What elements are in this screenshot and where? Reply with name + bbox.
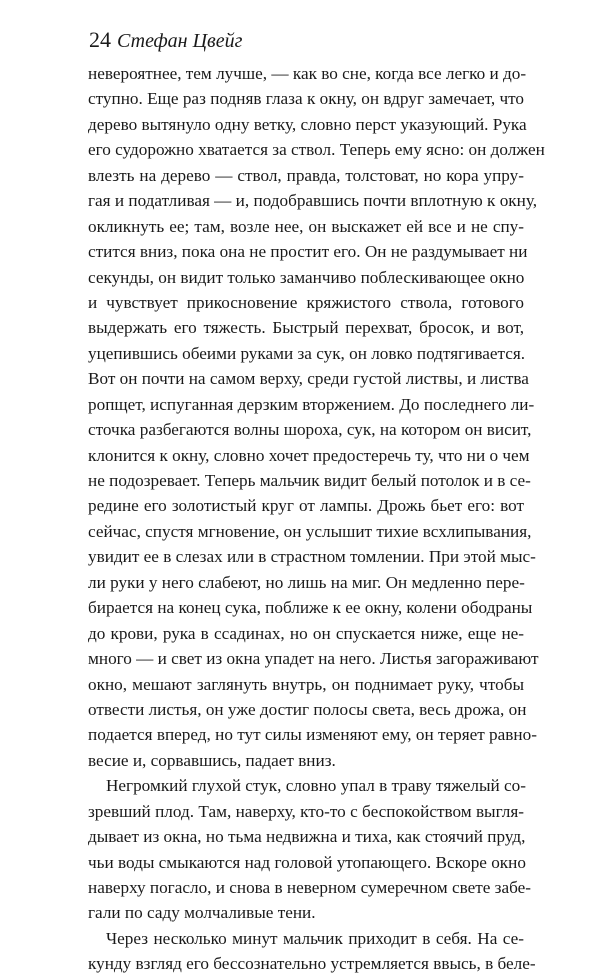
text-line: и чувствует прикосновение кряжистого ствола, готового — [88, 292, 524, 312]
text-line: чьи воды смыкаются над головой утопающего. Вскоре окно — [88, 852, 526, 872]
text-line: клонится к окну, словно хочет предостеречь ту, что ни о чем — [88, 445, 530, 465]
text-line: гали по саду молчаливые тени. — [88, 903, 316, 923]
body-text — [88, 61, 545, 977]
text-line: редине его золотистый круг от лампы. Дрожь бьет его: вот — [88, 496, 524, 516]
text-line: влезть на дерево — ствол, правда, толстоват, но кора упру- — [88, 165, 524, 185]
paragraph — [88, 773, 531, 926]
text-line: его судорожно хватается за ствол. Теперь ему ясно: он должен — [88, 140, 545, 160]
text-line: не подозревает. Теперь мальчик видит белый потолок и в се- — [88, 471, 531, 490]
author-name: Стефан Цвейг — [117, 30, 243, 52]
text-line: невероятнее, тем лучше, — как во сне, когда все легко и до- — [88, 64, 527, 83]
text-line: стится вниз, пока она не простит его. Он не раздумывает ни — [88, 242, 528, 262]
text-line: уцепившись обеими руками за сук, он ловко подтягивается. — [88, 343, 526, 363]
text-line: Вот он почти на самом верху, среди густой листвы, и листва — [88, 369, 529, 389]
paragraph — [88, 61, 545, 773]
text-line: сейчас, спустя мгновение, он услышит тихие всхлипывания, — [88, 521, 532, 541]
text-line: сточка разбегаются волны шороха, сук, на котором он висит, — [88, 420, 532, 440]
paragraph — [88, 926, 536, 977]
text-line: окно, мешают заглянуть внутрь, он поднимает руку, чтобы — [88, 674, 524, 694]
text-line: подается вперед, но тут силы изменяют ему, он теряет равно- — [88, 725, 537, 745]
text-line: ропщет, испуганная дерзким вторжением. До последнего ли- — [88, 394, 535, 414]
text-line: до крови, рука в ссадинах, но он спускается ниже, еще не- — [88, 623, 524, 643]
text-line: Негромкий глухой стук, словно упал в траву тяжелый со- — [106, 776, 526, 796]
text-line: увидит ее в слезах или в страстном томлении. При этой мыс- — [88, 547, 536, 567]
text-line: окликнуть ее; там, возле нее, он выскажет ей все и не спу- — [88, 216, 524, 236]
text-line: Через несколько минут мальчик приходит в себя. На се- — [106, 928, 524, 948]
text-line: много — и свет из окна упадет на него. Листья загораживают — [88, 649, 539, 669]
text-line: кунду взгляд его бессознательно устремляется ввысь, в беле- — [88, 954, 536, 974]
text-line: секунды, он видит только заманчиво поблескивающее окно — [88, 267, 525, 287]
text-line: гая и податливая — и, подобравшись почти вплотную к окну, — [88, 191, 538, 211]
page-number: 24 — [89, 27, 111, 52]
text-line: дывает из окна, но тьма недвижна и тиха, как стоячий пруд, — [88, 827, 526, 847]
text-line: бирается на конец сука, поближе к ее окну, колени ободраны — [88, 598, 533, 618]
text-line: отвести листья, он уже достиг полосы света, весь дрожа, он — [88, 699, 527, 719]
running-header — [89, 28, 242, 53]
text-line: ступно. Еще раз подняв глаза к окну, он вдруг замечает, что — [88, 89, 524, 109]
text-line: весие и, сорвавшись, падает вниз. — [88, 750, 336, 770]
text-line: выдержать его тяжесть. Быстрый перехват, бросок, и вот, — [88, 318, 524, 338]
text-line: зревший плод. Там, наверху, кто-то с беспокойством выгля- — [88, 801, 524, 821]
text-line: ли руки у него слабеют, но лишь на миг. Он медленно пере- — [88, 572, 525, 592]
text-line: дерево вытянуло одну ветку, словно перст указующий. Рука — [88, 114, 527, 134]
text-line: наверху погасло, и снова в неверном сумеречном свете забе- — [88, 878, 531, 897]
